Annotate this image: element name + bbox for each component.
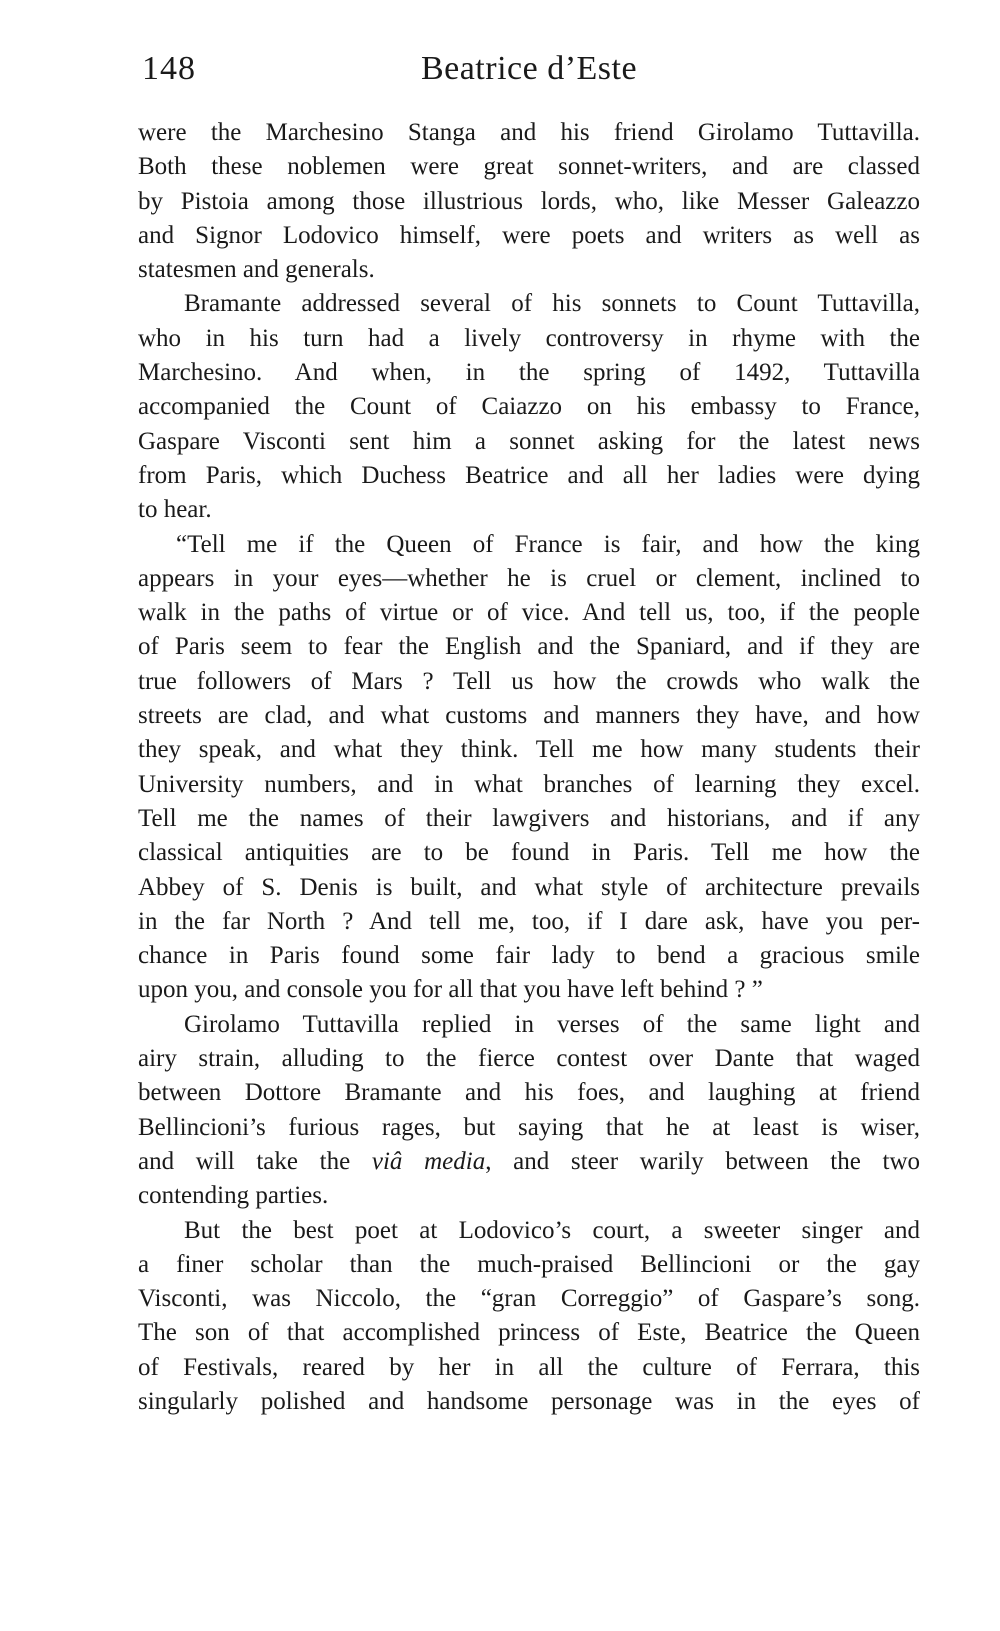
- page-number: 148: [142, 50, 196, 87]
- text-line: accompanied the Count of Caiazzo on his embassy to France,: [138, 393, 920, 421]
- text-line: upon you, and console you for all that you have left behind ? ”: [138, 976, 763, 1004]
- text-line-with-italic: [138, 1145, 920, 1179]
- text-line: streets are clad, and what customs and manners they have, and how: [138, 702, 920, 730]
- text-line: But the best poet at Lodovico’s court, a sweeter singer and: [184, 1216, 920, 1244]
- text-line: The son of that accomplished princess of Este, Beatrice the Queen: [138, 1319, 920, 1347]
- text-line: Bramante addressed several of his sonnets to Count Tuttavilla,: [184, 290, 920, 318]
- text-line: Bellincioni’s furious rages, but saying that he at least is wiser,: [138, 1113, 920, 1141]
- line-segment: , and steer warily between the two: [485, 1147, 920, 1175]
- text-line: a finer scholar than the much-praised Bellincioni or the gay: [138, 1250, 920, 1278]
- text-line: Gaspare Visconti sent him a sonnet asking for the latest news: [138, 427, 920, 455]
- text-line: University numbers, and in what branches of learning they excel.: [138, 770, 920, 798]
- text-line: appears in your eyes—whether he is cruel or clement, inclined to: [138, 564, 920, 592]
- text-line: “Tell me if the Queen of France is fair, and how the king: [176, 530, 920, 558]
- text-line: Girolamo Tuttavilla replied in verses of the same light and: [184, 1010, 920, 1038]
- text-line: to hear.: [138, 496, 212, 524]
- text-line: classical antiquities are to be found in Paris. Tell me how the: [138, 839, 920, 867]
- italic-phrase: viâ media: [371, 1147, 486, 1175]
- text-line: between Dottore Bramante and his foes, and laughing at friend: [138, 1079, 920, 1107]
- body-text: [138, 116, 920, 1419]
- text-line: they speak, and what they think. Tell me how many students their: [138, 736, 920, 764]
- text-line: who in his turn had a lively controversy in rhyme with the: [138, 324, 920, 352]
- text-line: true followers of Mars ? Tell us how the crowds who walk the: [138, 667, 920, 695]
- text-line: Both these noblemen were great sonnet-writers, and are classed: [138, 153, 920, 181]
- text-line: contending parties.: [138, 1182, 329, 1210]
- text-line: walk in the paths of virtue or of vice. And tell us, too, if the people: [138, 599, 920, 627]
- running-title: Beatrice d’Este: [420, 50, 638, 87]
- text-line: singularly polished and handsome personage was in the eyes of: [138, 1387, 920, 1415]
- text-line: and Signor Lodovico himself, were poets and writers as well as: [138, 221, 920, 249]
- text-line: airy strain, alluding to the fierce contest over Dante that waged: [138, 1045, 920, 1073]
- text-line: by Pistoia among those illustrious lords, who, like Messer Galeazzo: [138, 187, 920, 215]
- text-line: of Festivals, reared by her in all the culture of Ferrara, this: [138, 1353, 920, 1381]
- text-line: were the Marchesino Stanga and his friend Girolamo Tuttavilla.: [138, 119, 920, 146]
- line-segment: and will take the: [138, 1147, 372, 1175]
- text-line: Abbey of S. Denis is built, and what style of architecture prevails: [138, 873, 920, 901]
- text-line: Marchesino. And when, in the spring of 1492, Tuttavilla: [138, 359, 920, 387]
- text-line: in the far North ? And tell me, too, if I dare ask, have you per-: [138, 907, 920, 935]
- text-line: from Paris, which Duchess Beatrice and all her ladies were dying: [138, 461, 920, 489]
- text-line: statesmen and generals.: [138, 256, 375, 284]
- text-line: of Paris seem to fear the English and the Spaniard, and if they are: [138, 633, 920, 661]
- text-line: Tell me the names of their lawgivers and historians, and if any: [138, 804, 920, 832]
- text-line: Visconti, was Niccolo, the “gran Correggio” of Gaspare’s song.: [138, 1285, 920, 1313]
- text-line: chance in Paris found some fair lady to bend a gracious smile: [138, 942, 920, 970]
- page-header: [138, 50, 920, 100]
